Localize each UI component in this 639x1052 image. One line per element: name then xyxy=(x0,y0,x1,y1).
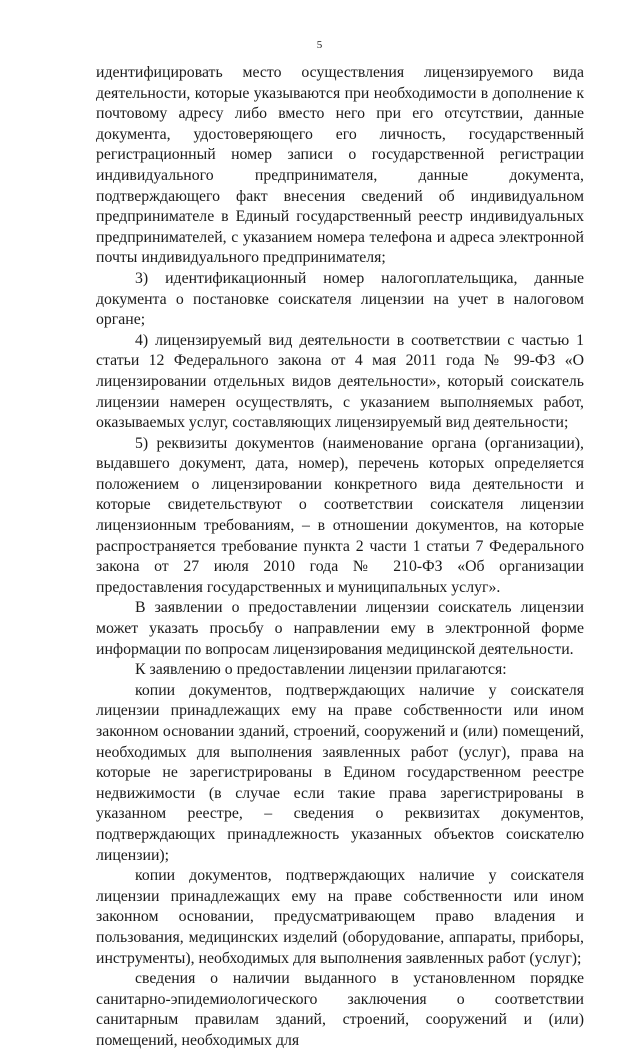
page-number: 5 xyxy=(316,39,323,51)
paragraph-attachment-premises: копии документов, подтверждающих наличие у соискателя лицензии принадлежащих ему на праве собственности или ином законном основании зданий, строений, сооружений и (или) помещений, необходимых для выполнения заявленных работ (услуг), права на которые не зарегистрированы в Едином государственном реестре недвижимости (в случае если такие права зарегистрированы в указанном реестре, – сведения о реквизитах документов, подтверждающих принадлежность указанных объектов соискателю лицензии); xyxy=(96,681,584,864)
paragraph-item-3: 3) идентификационный номер налогоплательщика, данные документа о постановке соискателя лицензии на учет в налоговом органе; xyxy=(96,269,584,329)
paragraph-attachment-equipment: копии документов, подтверждающих наличие у соискателя лицензии принадлежащих ему на праве собственности или ином законном основании, предусматривающем право владения и пользования, медицинских изделий (оборудование, аппараты, приборы, инструменты), необходимых для выполнения заявленных работ (услуг); xyxy=(96,867,584,967)
paragraph-attachments-heading: К заявлению о предоставлении лицензии прилагаются: xyxy=(135,661,507,679)
paragraph-request-note: В заявлении о предоставлении лицензии соискатель лицензии может указать просьбу о направлении ему в электронной форме информации по вопросам лицензирования медицинской деятельности. xyxy=(96,599,584,658)
paragraph-item-5: 5) реквизиты документов (наименование органа (организации), выдавшего документ, дата, номер), перечень которых определяется положением о лицензировании конкретного вида деятельности и которые свидетельствуют о соответствии соискателя лицензии лицензионным требованиям, – в отношении документов, на которые распространяется требование пункта 2 части 1 статьи 7 Федерального закона от 27 июля 2010 года № 210-ФЗ «Об организации предоставления государственных и муниципальных услуг». xyxy=(96,434,584,596)
paragraph-continuation: идентифицировать место осуществления лицензируемого вида деятельности, которые указываются при необходимости в дополнение к почтовому адресу либо вместо него при его отсутствии, данные документа, удостоверяющего его личность, государственный регистрационный номер записи о государственной регистрации индивидуального предпринимателя, данные документа, подтверждающего факт внесения сведений об индивидуальном предпринимателе в Единый государственный реестр индивидуальных предпринимателей, с указанием номера телефона и адреса электронной почты индивидуального предпринимателя; xyxy=(96,64,584,267)
paragraph-attachment-sanitary: сведения о наличии выданного в установленном порядке санитарно-эпидемиологического заключения о соответствии санитарным правилам зданий, строений, сооружений и (или) помещений, необходимых для xyxy=(96,970,584,1049)
paragraph-item-4: 4) лицензируемый вид деятельности в соответствии с частью 1 статьи 12 Федерального закона от 4 мая 2011 года № 99-ФЗ «О лицензировании отдельных видов деятельности», который соискатель лицензии намерен осуществлять, с указанием выполняемых работ, оказываемых услуг, составляющих лицензируемый вид деятельности; xyxy=(96,331,584,432)
body-text xyxy=(96,63,584,1052)
